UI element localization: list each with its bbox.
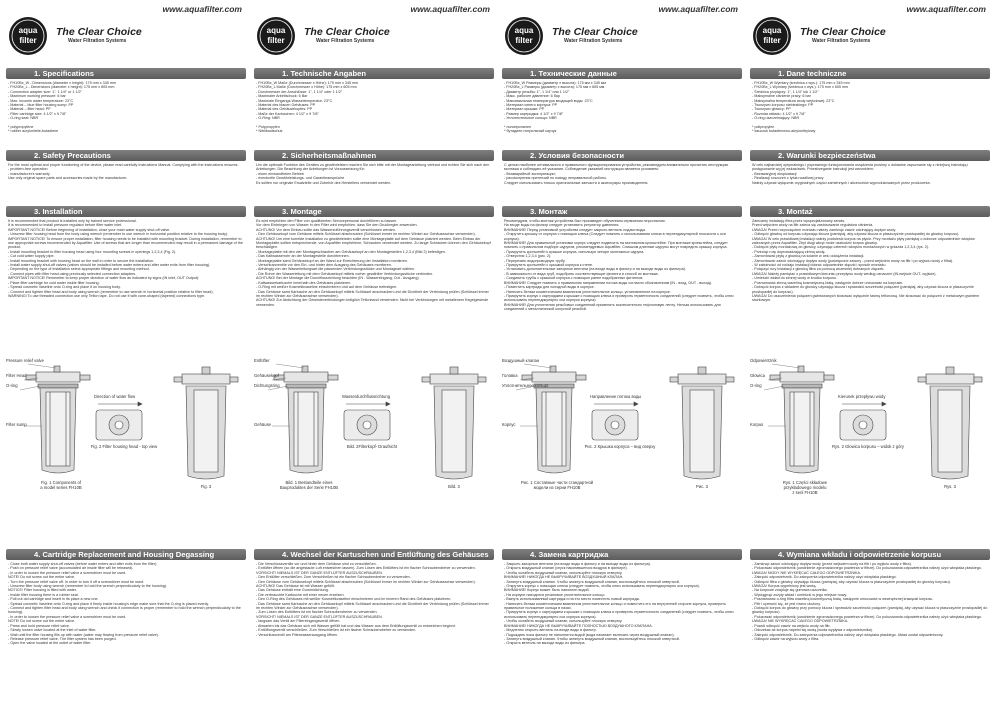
installation-section xyxy=(6,206,246,298)
pressure-relief-valve-label: Entlüfter xyxy=(254,358,270,363)
safety-section xyxy=(6,150,246,181)
figure-3-caption: Bild. 3 xyxy=(448,484,460,489)
specifications-text: - FH10Bx_W Maße (Durchmesser x Höhe): 175 mm x 345 mm - FH20Bx_L Maße (Durchmesser x Höhe): 175 mm x 605 mm - Durchmesser der Anschlüsse: 1", 1 1/4" oder 1 1/2" - Maximaler Arbeitsdruck: 6 Bar - Maximale Eingangs-Wassertemperatur: 23°C - Material des blauen Gehäuses: PP - Material des Gehäusekopfes: PP - Maße der Kartuschen: 4 1/2" x 9 7/8" - O-Ring: NBR * Polypropylen * Nitrilkautschuk xyxy=(256,81,359,134)
brand-name: The Clear Choice xyxy=(552,26,638,38)
section-title: 2. Sicherheitsmaßnahmen xyxy=(254,150,494,161)
filter-diagram xyxy=(502,358,742,518)
section-title: 4. Wechsel der Kartuschen und Entlüftung des Gehäuses xyxy=(254,549,494,560)
figure-2-caption: Rys. 2 Głowica korpusu – widok z góry xyxy=(832,444,904,449)
cartridge-replacement-section xyxy=(750,549,990,641)
filter-head-label: Gehäusekopf xyxy=(254,373,279,378)
brand-subtitle: Water Filtration Systems xyxy=(316,38,375,44)
figure-2-caption: Bild. 2Filterkopf- Draufsicht xyxy=(346,444,398,449)
safety-section xyxy=(502,150,742,185)
section-title: 3. Montage xyxy=(254,206,494,217)
cartridge-replacement-section xyxy=(502,549,742,646)
svg-text:filter: filter xyxy=(763,36,781,45)
safety-text: Um die optimale Funktion des Gerätes zu gewährleisten machen Sie sich bitte mit der Montageanleitung vertraut und richten Sie sich nach den Anleitungen. Die Beachtung der Anleitungen ist Voraussetzung für: - einen einwandfreien Betrieb - eventuelle Gewährleistungs- und Garantieansprüche Es sollten nur originale Ersatzteile und Zubehör des Herstellers verwendet werden. xyxy=(256,163,490,185)
installation-section xyxy=(502,206,742,312)
section-title: 1. Technische Angaben xyxy=(254,68,494,79)
safety-text: For the most optimal and proper functioning of the device, please read carefully Instructions Manual. Complying with the instructions ensures: - problem-free operation - manufacturer's warranty Use only original spare parts and accessories made by the manufacturer. xyxy=(8,163,239,181)
section-title: 3. Монтаж xyxy=(502,206,742,217)
o-ring-label: O-ring xyxy=(6,383,18,388)
section-title: 4. Cartridge Replacement and Housing Degassing xyxy=(6,549,246,560)
cartridge-replacement-text: - Die Verschlussventile vor und hinter dem Gehäuse sind zu verschließen. - Entlüfter öffnen (so die angestaute Luft entweichen lassen). Zum Lösen des Entlüfters ist ein flacher Schraubendreher zu verwenden. VORSICHT! NIEMALS IST DER GANZE ENTLÜFTER AUSZUSCHRAUBEN. - Den Entlüfter verschließen. Zum Verschließen ist ein flacher Schraubendreher zu verwenden. - Den Gehäuse vom Gehäusekopf mittels Schlüssel abschrauben (Schlüssel immer im rechten Winkel zur Gehäuseachse verwenden). ACHTUNG! Das Gehäuse ist mit Wasser gefüllt. - Das Gehäuse enthält eine Gummidichtung. - Die verbrauchte Kartusche mit einer neuen ersetzen. - Den O-Ring des Gehäuses mit weißer Kosmetikvaseline einschmieren und im inneren Rand des Gehäuses platzieren. - Das Gehäuse samt Kartusche an den Gehäusekopf mittels Schlüssel anschrauben und die Dichtheit der Verbindung prüfen (Schlüssel immer im rechten Winkel zur Gehäuseachse verwenden). - Zum Lösen des Entlüfters ist ein flacher Schraubendreher zu verwenden. VORSICHT! NIEMALS IST DER GANZE ENTLÜFTER AUSZUSCHRAUBEN. - langsam das Ventil am Filtereingangsventil öffnen. - Abwarten bis das Gehäuse sich mit Wasser gefüllt hat und das Wasser aus dem Entlüftungsventil zu entweichen beginnt. - Entlüftungsventil verschließen. Zum Verschließen ist ein flacher Schraubendreher zu verwenden. - Verschlussventil am Filterwasserausgang öffnen. xyxy=(256,562,489,637)
section-title: 3. Installation xyxy=(6,206,246,217)
filter-housing-drawing xyxy=(502,358,742,518)
aquafilter-logo-icon xyxy=(8,16,48,56)
brand-subtitle: Water Filtration Systems xyxy=(68,38,127,44)
cartridge-replacement-text: - Закрыть запорные вентили (на входе воды в фильтр и на выходе воды из фильтра). - Открыть воздушный клапан (спуск накопившегося воздуха в фильтре). - Чтобы ослабить воздушный клапан, используйте плоскую отвертку. ВНИМАНИЕ! НИКОГДА НЕ ВЫКРУЧИВАЙТЕ ВОЗДУШНЫЙ КЛАПАН. - Затянуть воздушный клапан. Чтобы затянуть воздушный клапан, воспользуйтесь плоской отверткой. - Открутить корпус с помощью ключа (следует помнить, чтобы ключ использовать перпендикулярно оси корпуса). ВНИМАНИЕ! Корпус может быть наполнен водой. - На корпусе находится резиновое уплотнительное кольцо. - Вынуть использованный картридж и на его место поместить новый картридж. - Нанесить белым косметическим вазелином уплотнительное кольцо и поместить его на внутренней стороне корпуса, проверить правильное положение кольца в пазах. - Прикрутить корпус с картриджем к крышке с помощью ключа и проверить герметичность соединений (следует помнить, чтобы ключ использовать перпендикулярно оси корпуса корпуса). - Чтобы ослабить воздушный клапан, используйте плоскую отвертку. ВНИМАНИЕ! НИКОГДА НЕ ВЫКРУЧИВАЙТЕ ПОЛНОСТЬЮ ВОЗДУШНОГО КЛАПАНА. - Медленно открыть вентиль на входе воды в фильтр. - Подождать пока фильтр не наполнится водой (вода начинает вытекать через воздушный клапан). - Затянуть воздушный клапан. Чтобы затянуть воздушный клапан, воспользуйтесь плоской отверткой. - Открыть вентиль на выходе воды из фильтра. xyxy=(504,562,734,646)
water-flow-direction-label: Wasserdurchflussrichtung xyxy=(342,394,391,399)
section-title: 2. Safety Precautions xyxy=(6,150,246,161)
website-url[interactable]: www.aquafilter.com xyxy=(658,4,738,14)
figure-1-caption: Rys. 1 Części składowe przykładowego modelu z serii FH10B xyxy=(782,480,828,495)
figure-3-caption: Рис. 3 xyxy=(696,484,708,489)
section-title: 2. Условия безопасности xyxy=(502,150,742,161)
filter-sump-label: Корпус xyxy=(502,422,516,427)
safety-section xyxy=(254,150,494,185)
svg-text:aqua: aqua xyxy=(266,26,286,35)
filter-housing-drawing xyxy=(254,358,494,518)
specifications-section xyxy=(254,68,494,134)
specifications-section xyxy=(502,68,742,134)
brand-name: The Clear Choice xyxy=(56,26,142,38)
column-header xyxy=(6,0,246,58)
safety-section xyxy=(750,150,990,185)
cartridge-replacement-section xyxy=(254,549,494,637)
aquafilter-logo-icon xyxy=(504,16,544,56)
filter-head-label: Filter Head xyxy=(6,373,27,378)
water-flow-direction-label: Направление потока воды xyxy=(590,394,642,399)
cartridge-replacement-text: - Close both water supply shut-off valves (before water enters and after exits from the filter). - Push on pressure relief valve (accumulated air inside filter will be released). - In order to loosen the pressure relief valve a screwdriver must be used. NOTE! Do not screw out the entire valve. - Turn the pressure relief valve off. In order to turn it off a screwdriver must be used. - Unscrew filter body using wrench (remember to hold the wrench perpendicularly to the housing). NOTICE! Filter housing is filled with water. - Inside filter housing there is a rubber seal. - Pull out old cartridge and insert in its place a new one. - Spread cosmetic Vaseline onto O-ring and place it firmly inside housing's edge make sure that the O-ring is placed evenly. - Connect and tighten filter head and body using wrench and check if connection is proper (remember to hold the wrench perpendicularly to the housing). - In order to loosen the pressure relief valve a screwdriver must be used. NOTE! Do not screw out the entire valve. - Press and hold pressure relief valve. - Slowly loosen valve located at the inlet of water filter. - Wait until the filter housing fills up with water (water may flowing from pressure relief valve). - Release pressure relief valve. The filter system has been purged. - Open the valve located at the outlet of water filter. xyxy=(8,562,241,646)
safety-text: W celu najbardziej optymalnego i poprawnego funkcjonowania urządzenia prosimy o dokładne zapoznanie się z niniejszą instrukcją i postępowanie wg jej wskazówek. Przestrzeganie instrukcji jest warunkiem: - Bezawaryjnej eksploatacji - Realizacji roszczeń z tytułu wadliwej pracy Należy używać wyłącznie oryginalnych części zamiennych i akcesoriów wyprodukowanych przez producenta. xyxy=(752,163,969,185)
website-url[interactable]: www.aquafilter.com xyxy=(162,4,242,14)
brand-name: The Clear Choice xyxy=(800,26,886,38)
brand-subtitle: Water Filtration Systems xyxy=(812,38,871,44)
installation-text: Es wird empfohlen den Filter von qualifizierten Servicepersonal durchführen zu lassen. Vor dem Einbringen von Wasser in den Filter wird empfohlen, dass Sie den Druckregler anwenden. ACHTUNG! Vor dem Einbau sollte das Wasserzuführungsventil verschlossen werden. - Den Gehäusekopf vom Gehäuse mittels Schlüssel abschrauben (Schlüssel immer im rechten Winkel zur Gehäuseachse verwenden). ACHTUNG! Um eine korrekte Installation zu gewährleisten sollte eine Montageplatte auf dem Gehäuse platziert werden. Beim Einbau der Montageplatte sollten entsprechende, von Aquafilter empfohlene, Schrauben verwendet werden. Zu lange Schrauben können den Gehäusekopf beschädigen. - Montageplatte mit den vier Montageschrauben am Gehäusekopf an den Montagestellen 1,2,3,4 (Bild 2) befestigen. - Das Kaltwasserrohr an der Montagestelle durchtrennen. - Montageplatte samt Gehäusekopf an der Wand zur Erleichterung der Installation montieren. - Verschlussventile vor den Ein- und hinter dem Ausgang des Gehäuses montieren. - Abhängig von der Wasserleitungsart die passenden Verbindungsstücke und Montageart wählen. - Die Rohre der Wasserleitung mit dem Gehäusekopf mittels vorher gewählter Verbindungsstücke verbinden. ACHTUNG! Bei der Montage die Durchflussrichtung beachten (IN - Wassereingang, Out - Ausgang). - Kaltwasserkartusche innerhalb des Gehäuses platzieren. - O-Ring mit weißer Kosmetikvaseline einschmieren und auf dem Gehäuse befestigen. - Das Gehäuse samt Kartusche an den Gehäusekopf mittels Schlüssel anschrauben und die Dichtheit der Verbindung prüfen (Schlüssel immer im rechten Winkel zur Gehäuseachse verwenden). ACHTUNG! Zur Abdichtung der Gewindeverbindungen lediglich Teflonband verwenden. Nicht bei Verbindungen mit metallenem Kegelgewinde verwenden. xyxy=(256,219,491,307)
svg-text:aqua: aqua xyxy=(762,26,782,35)
figure-1-caption: Рис. 1 Составные части стандартной модели из серии FH10B xyxy=(520,480,594,490)
brand-name: The Clear Choice xyxy=(304,26,390,38)
filter-head-label: Головка xyxy=(502,373,518,378)
column-polish xyxy=(750,0,990,707)
column-german xyxy=(254,0,494,707)
column-header xyxy=(502,0,742,58)
cartridge-replacement-section xyxy=(6,549,246,646)
pressure-relief-valve-label: Odpowietrznik xyxy=(750,358,777,363)
svg-text:aqua: aqua xyxy=(18,26,38,35)
water-flow-direction-label: Direction of water flow xyxy=(94,394,136,399)
svg-text:filter: filter xyxy=(19,36,37,45)
figure-3-caption: Rys. 3 xyxy=(944,484,956,489)
section-title: 1. Dane techniczne xyxy=(750,68,990,79)
section-title: 4. Замена картриджа xyxy=(502,549,742,560)
figure-3-caption: Fig. 3 xyxy=(200,484,212,489)
section-title: 3. Montaż xyxy=(750,206,990,217)
website-url[interactable]: www.aquafilter.com xyxy=(410,4,490,14)
pressure-relief-valve-label: Воздушный клапан xyxy=(502,358,540,363)
water-flow-direction-label: Kierunek przepływu wody xyxy=(838,394,886,399)
filter-sump-label: Gehäuse xyxy=(254,422,271,427)
brand-subtitle: Water Filtration Systems xyxy=(564,38,623,44)
installation-section xyxy=(750,206,990,303)
aquafilter-logo-icon xyxy=(256,16,296,56)
section-title: 4. Wymiana wkładu i odpowietrzenie korpusu xyxy=(750,549,990,560)
svg-text:filter: filter xyxy=(267,36,285,45)
section-title: 1. Specifications xyxy=(6,68,246,79)
figure-1-caption: Bild. 1 Bestandteile eines Bauproduktes der Serie FH10B xyxy=(279,480,339,490)
filter-housing-drawing xyxy=(6,358,246,518)
figure-2-caption: Рис. 2 Крышка корпуса – вид сверху xyxy=(584,444,656,449)
filter-diagram xyxy=(254,358,494,518)
o-ring-label: Уплотнительное кольцо xyxy=(502,383,549,388)
section-title: 2. Warunki bezpieczeństwa xyxy=(750,150,990,161)
filter-head-label: Głowica xyxy=(750,373,765,378)
website-url[interactable]: www.aquafilter.com xyxy=(906,4,986,14)
figure-1-caption: Fig. 1 Components of a model series FH10B xyxy=(40,480,82,490)
specifications-section xyxy=(6,68,246,134)
filter-diagram xyxy=(6,358,246,518)
specifications-text: - FH10Bx_W - Dimensions (diameter x height): 175 mm x 345 mm - FH20Bx_L - Dimensions (diameter x height): 175 mm x 605 mm - Connection adapter size: 1", 1 1/4" or 1 1/2" - Maximum working pressure: 6 bar - Max. incomin water temperature: 23°C - Material – blue filter housing sump: PP - Material – filter head: PP - Filter cartridge size: 4 1/2" x 9 7/8" - O-ring seal: NBR * polypropylene * rubber acrylonitrile-butadiene xyxy=(8,81,116,134)
aquafilter-logo-icon xyxy=(752,16,792,56)
specifications-section xyxy=(750,68,990,134)
filter-sump-label: Filter sump xyxy=(6,422,27,427)
specifications-text: - FH10Bx_W Размеры (диаметр x высота): 175 мм x 345 мм - FH20Bx_L Размеры (диаметр x высота): 175 мм x 605 мм - Диаметр резьбы: 1", 1 1/4" или 1 1/2" - Макс. рабочее давление: 6 бар - Максимальная температура входящей воды: 23°C - Материал синего корпуса: PP - Материал крышки: PP - Размер картриджа: 4 1/2" x 9 7/8" - Уплотнительное кольцо: NBR * полипропилен * бутадиен-нитрильный каучук xyxy=(504,81,606,134)
figure-2-caption: Fig. 2 Filter housing head - top view xyxy=(90,444,158,449)
column-english xyxy=(6,0,246,707)
installation-text: Zalecamy instalację filtra przez wyspecjalizowany serwis. Przed wejściem wody na filtr zaleca się zastosowanie regulatora ciśnienia. UWAGA! Przed rozpoczęciem montażu należy zamknąć zawór odcinający dopływ wody. - Odkręcić głowicę od korpusu używając klucza (pamiętaj, aby używać klucza w płaszczyźnie prostopadłej do głowicy korpusu). UWAGA! W celu prawidłowej instalacji należy podwiesić korpus na płycie. Przy montażu płyty pamiętaj o doborze odpowiednich wkrętów zalecanych przez Aquafilter. Zbyt długi wkręt może uszkodzić korpus głowicy. - Dokręcić płytę montażową do głowicy, używając czterech wkrętów montażowych w gniazda 1,2,3,4 (rys. 2). - Przeciąć rurę doprowadzającą zimną wodę. - Zamontować płytę z głowicą na ścianie w celu odciążenia instalacji. - Zamontować zawór odcinający dopływ wody (poświęcone zawory - przed wejściem wody na filtr i po wyjściu wody z filtra). - W zależności od rodzaju instalacji dobrać odpowiednie złączki i sposób montażu. - Połączyć rury instalacji z głowicą filtra za pomocą wcześniej dobranych złączek. UWAGA! Należy pamiętać o prawidłowym kierunku przepływu wody według oznaczeń (IN-wejście OUT- wyjście). - Umieścić wkład do zimnej wody w środku korpusu. - Posmarować zimną wazeliną kosmetyczną białą, następnie dobrze umocować na korpusie. - Dokręcić korpus z wkładem do głowicy używając klucza i sprawdzić szczelność połączeń (pamiętaj, aby używać klucza w płaszczyźnie prostopadłej do korpusu). UWAGA! Do uszczelnienia połączeń gwintowanych stosować wyłącznie taśmę teflonową. Nie stosować do połączeń z metalowym gwintem stożkowym. xyxy=(752,219,980,303)
column-header xyxy=(254,0,494,58)
filter-diagram xyxy=(750,358,990,518)
specifications-text: - FH10Bx_W Wymiary (średnica x wys.): 175 mm x 345 mm - FH20Bx_L Wymiary (średnica x wys.): 175 mm x 605 mm - Średnica przyłączy: 1", 1 1/4" lub 1 1/2" - Maksymalne ciśnienie pracy: 6 bar - Maksymalna temperatura wody wejściowej: 23°C - Tworzywo korpusu niebieskiego: PP - Tworzywo głowicy: PP - Rozmiar wkładu: 4 1/2" x 9 7/8" - O-ring uszczelniający: NBR * polipropylen * kauczuk butadienowo-akrylonitrylowy xyxy=(752,81,850,134)
filter-sump-label: Korpus xyxy=(750,422,764,427)
o-ring-label: O-ring xyxy=(750,383,762,388)
column-header xyxy=(750,0,990,58)
installation-section xyxy=(254,206,494,307)
section-title: 1. Технические данные xyxy=(502,68,742,79)
pressure-relief-valve-label: Pressure relief valve xyxy=(6,358,44,363)
o-ring-label: Dichtungsring xyxy=(254,383,280,388)
safety-text: С целью наиболее оптимального и правильного функционирования устройства, рекомендуем внимательно прочитать инструкцию монтажа и соблюдать её указания. Соблюдение указаний инструкции является условием: - безаварийной эксплуатации; - рассмотрения претензий по поводу неправильной работы. Следует использовать только оригинальные запчасти и аксессуары производителя. xyxy=(504,163,729,185)
cartridge-replacement-text: - Zamknąć zawór odcinający dopływ wody (przed wejściem wody na filtr i po wyjściu wody z filtra). - Poluzować odpowietrznik (uwolnienie zgromadzonego powietrza w filtrze). Do poluzowania odpowietrznika należy użyć wkrętaka płaskiego. UWAGA! NIGDY NIE WYKRĘCAĆ CAŁEGO ODPOWIETRZNIKA. - Zakręcić odpowietrznik. Do zakręcenia odpowietrznika należy użyć wkrętaka płaskiego. - Odkręcić filtra z głowicy używając klucza (pamiętaj, aby używać klucza w płaszczyźnie prostopadłej do głowicy korpusu). UWAGA! Korpus wypełniony jest wodą. - Na korpusie znajduje się gumowa uszczelka. - Wyciągnąć zużyty wkład i umieścić w jego miejsce nowy. - Posmarować o-ring filtra wazeliną kosmetyczną białą, następnie umocować w wewnętrznej krawędzi korpusu. - Filtr i upewnić się, że jest równo ułożony. - Dokręcić korpus do głowicy przy pomocy klucza i sprawdzić szczelność połączeń (pamiętaj, aby używać klucza w płaszczyźnie prostopadłej do głowicy korpusu). - Poluzować odpowietrznik (uwolnienie zgromadzonego powietrza w filtrze). Do poluzowania odpowietrznika należy użyć wkrętaka płaskiego. UWAGA! NIE WYKRĘCAĆ CAŁEGO ODPOWIETRZNIKA. - Powoli odkręcić zawór na wejściu wody na filtr. - Odczekać aż korpus napełni się wodą (woda wypływa z odpowietrznika). - Zakręcić odpowietrznik. Do zakręcenia odpowietrznika należy użyć wkrętaka płaskiego. Układ został odpowietrzony. - Odkręcić zawór na wyjściu wody z filtra. xyxy=(752,562,988,641)
svg-text:filter: filter xyxy=(515,36,533,45)
svg-text:aqua: aqua xyxy=(514,26,534,35)
installation-text: Рекомендуем, чтобы монтаж устройства был произведен обученным сервисным персоналом. На входе воды на фильтр следует установить регулятор давления. ВНИМАНИЕ! Перед установкой устройства следует закрыть вентиль подачи воды. - Открутить крышку от корпуса с помощью ключа (Следует помнить о использовании ключа в перпендикулярной плоскости к оси корпуса). ВНИМАНИЕ! Для правильной установки корпус следует подвесить на монтажном кронштейне. При монтаже кронштейна, следует помнить о правильном подборе шурупов, рекомендуемых Aquafilter. Слишком длинные шурупы могут повредить крышку корпуса. - Прикрутить кронштейн к крышке корпуса, используя четыре монтажных шурупа. - Отверстия 1,2,3,4 (рис. 2). - Перерезать водопроводную трубу. - Прикрутить кронштейн с крышкой корпуса к стене. - Установить дополнительные запорные вентили (на входе воды в фильтр и на выходе воды из фильтра). - В зависимости от вида труб, подобрать соответствующие фитинги и способ их монтажа. - Соединить трубы с крышкой корпуса с помощью ранее подобранных фитингов. ВНИМАНИЕ! Следует помнить о правильном направлении потока воды согласно обозначениям (IN - вход, OUT - выход). - Поместить картридж для холодной воды в корпусе. - Нанесить белым косметическим вазелином уплотнительное кольцо, установленное на корпусе. - Прикрутить корпус с картриджем к крышке с помощью ключа и проверить герметичность соединений (следует помнить, чтобы ключ использовать перпендикулярно оси корпуса корпуса). ВНИМАНИЕ! Для уплотнения резьбовых соединений применять исключительно тефлоновую ленту. Нельзя использовать для соединений с металлической конусной резьбой. xyxy=(504,219,734,312)
column-russian xyxy=(502,0,742,707)
installation-text: It is recommended that product is installed only by trained service professional. It is recommended to install pressure regulator before filter water inlet. IMPORTANT NOTICE! Before beginning of installation, close your main water supply shut-off valve. - Unscrew filter housing head from the body using wrench (remember to use wrench in horizontal position relative to the housing body). IMPORTANT NOTICE! To ensure proper installation, filter housing needs to be installed with mounting bracket. During installation, remember to use appropriate screws recommended by Aquafilter. Use of screws that are longer than recommended may result in a permanent damage of the product. - Install mounting bracket to filter housing head using four mounting screws in openings 1,2,3,4 (Fig. 2). - Cut cold water supply pipe. - Install mounting bracket with housing head on the wall in order to secure the installation. - Install water supply shut-off valves (valves should be installed before water enters and after water exits from filter housing). - Depending on the type of installation select appropriate fittings and mounting method. - Connect pipes with filter head using previously selected connection adapters. IMPORTANT NOTICE! Remember to keep proper direction of water flow as indicated by signs (IN inlet, OUT Output): - Place filter cartridge for cold water inside filter housing. - Spread cosmetic Vaseline onto O-ring and place it on housing body. - Connect and tighten filter head and body using wrench (remember to use wrench in horizontal position relative to filter head). WARNING! To use threaded connection use only Teflon tape. Do not use it with cone-shaped (tapered) connections type. xyxy=(8,219,243,298)
